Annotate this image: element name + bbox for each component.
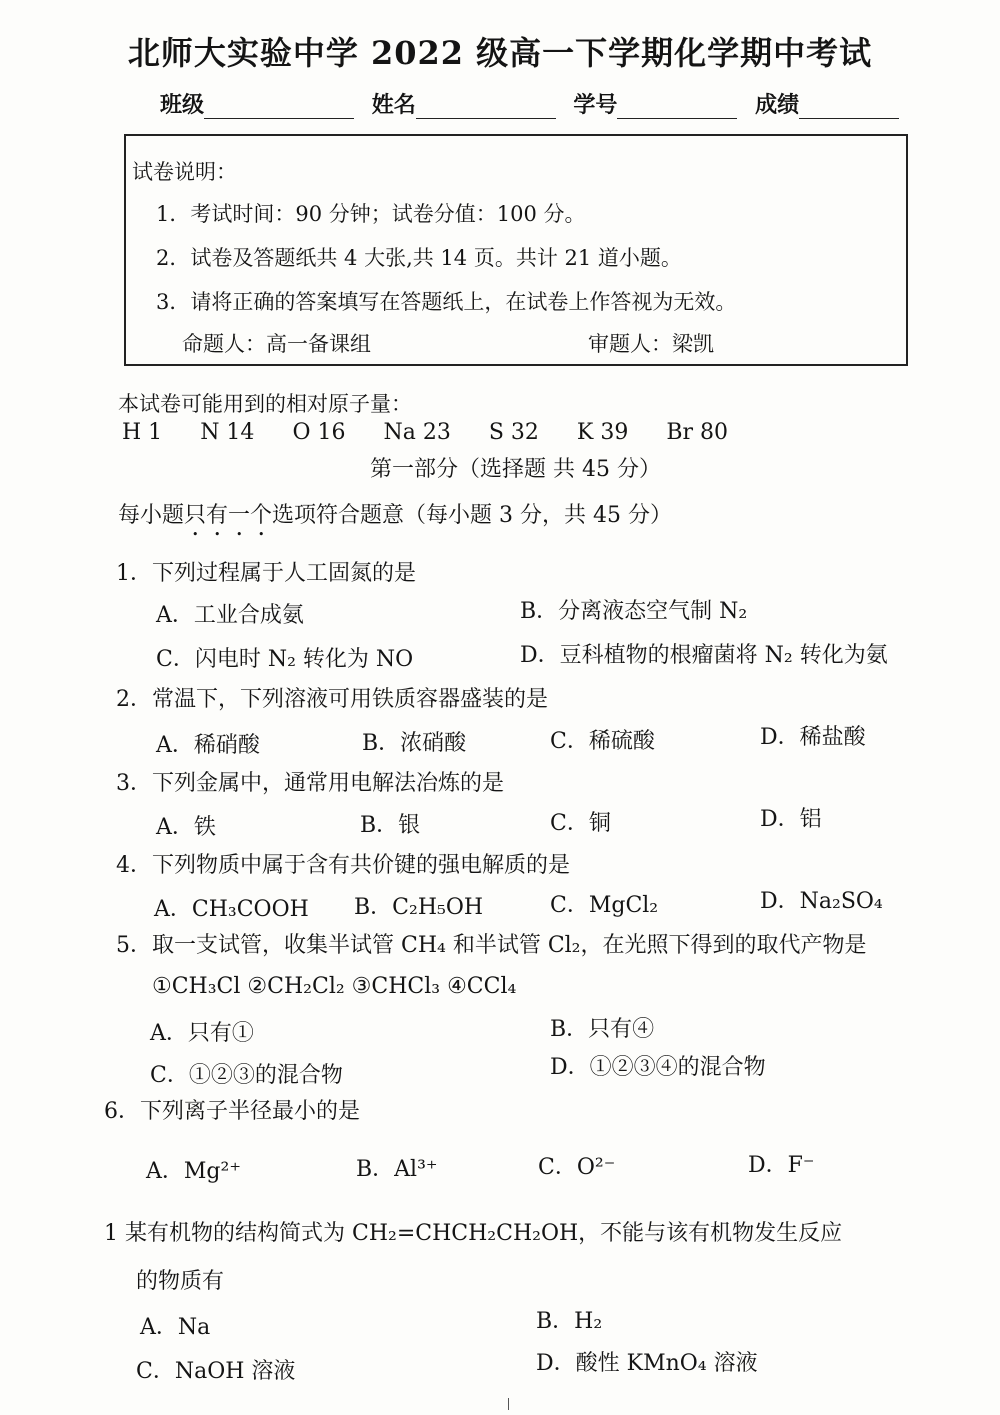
question-stem: 3．下列金属中，通常用电解法冶炼的是 bbox=[116, 771, 504, 796]
atomic-mass-label: 本试卷可能用到的相对原子量： bbox=[118, 392, 412, 416]
option-c[interactable]: C．O²⁻ bbox=[538, 1155, 616, 1180]
option-c[interactable]: C．MgCl₂ bbox=[550, 893, 659, 918]
score-label: 成绩 bbox=[755, 92, 800, 118]
atomic-mass-item: N 14 bbox=[200, 420, 255, 445]
option-d[interactable]: D．稀盐酸 bbox=[760, 725, 866, 750]
question-stem: 2．常温下，下列溶液可用铁质容器盛装的是 bbox=[116, 687, 548, 712]
atomic-mass-item: Na 23 bbox=[383, 420, 451, 445]
option-c[interactable]: C．铜 bbox=[550, 811, 611, 836]
option-d[interactable]: D．铝 bbox=[760, 807, 822, 832]
question-stem: 1 某有机物的结构简式为 CH₂=CHCH₂CH₂OH，不能与该有机物发生反应 bbox=[104, 1221, 843, 1246]
page-title: 北师大实验中学 2022 级高一下学期化学期中考试 bbox=[127, 34, 873, 72]
instructions-heading: 试卷说明： bbox=[132, 160, 237, 184]
score-blank[interactable] bbox=[799, 94, 899, 119]
instruction-item: 3．请将正确的答案填写在答题纸上，在试卷上作答视为无效。 bbox=[156, 290, 737, 314]
student-id-blank[interactable] bbox=[617, 94, 737, 119]
option-b[interactable]: B．浓硝酸 bbox=[362, 731, 467, 756]
option-a[interactable]: A．CH₃COOH bbox=[154, 897, 309, 922]
option-d[interactable]: D．Na₂SO₄ bbox=[760, 889, 883, 914]
student-id-label: 学号 bbox=[573, 92, 618, 118]
question-sub-list: ①CH₃Cl ②CH₂Cl₂ ③CHCl₃ ④CCl₄ bbox=[152, 974, 517, 999]
atomic-mass-item: S 32 bbox=[488, 420, 539, 445]
name-blank[interactable] bbox=[416, 94, 556, 119]
option-a[interactable]: A．铁 bbox=[156, 815, 216, 840]
instruction-text: 选项符合题意（每小题 3 分，共 45 分） bbox=[272, 503, 672, 528]
option-b[interactable]: B．分离液态空气制 N₂ bbox=[520, 599, 748, 624]
part1-title: 第一部分（选择题 共 45 分） bbox=[370, 457, 661, 482]
option-d[interactable]: D．①②③④的混合物 bbox=[550, 1055, 766, 1080]
instruction-emphasis: 只有一个 bbox=[184, 503, 273, 528]
question-stem: 1．下列过程属于人工固氮的是 bbox=[116, 561, 416, 586]
question-stem: 4．下列物质中属于含有共价键的强电解质的是 bbox=[116, 853, 570, 878]
question-stem-continued: 的物质有 bbox=[136, 1269, 225, 1294]
option-b[interactable]: B．只有④ bbox=[550, 1017, 655, 1042]
part1-instruction bbox=[118, 498, 672, 541]
option-c[interactable]: C．①②③的混合物 bbox=[150, 1063, 343, 1088]
atomic-mass-item: O 16 bbox=[292, 420, 346, 445]
option-c[interactable]: C．闪电时 N₂ 转化为 NO bbox=[156, 647, 414, 672]
name-label: 姓名 bbox=[371, 92, 416, 118]
atomic-mass-list bbox=[122, 420, 766, 445]
option-d[interactable]: D．酸性 KMnO₄ 溶液 bbox=[536, 1351, 758, 1376]
student-info-row bbox=[160, 88, 909, 119]
instruction-item: 1．考试时间：90 分钟；试卷分值：100 分。 bbox=[156, 202, 586, 226]
option-d[interactable]: D．F⁻ bbox=[748, 1153, 815, 1178]
option-a[interactable]: A．只有① bbox=[150, 1021, 254, 1046]
instruction-text: 每小题 bbox=[118, 503, 185, 528]
page-bottom-mark bbox=[508, 1398, 509, 1410]
reviewer-line: 审题人：梁凯 bbox=[588, 332, 714, 356]
option-d[interactable]: D．豆科植物的根瘤菌将 N₂ 转化为氨 bbox=[520, 643, 888, 668]
option-c[interactable]: C．NaOH 溶液 bbox=[136, 1359, 296, 1384]
option-b[interactable]: B．Al³⁺ bbox=[356, 1157, 438, 1182]
class-label: 班级 bbox=[160, 92, 205, 118]
question-stem: 5．取一支试管，收集半试管 CH₄ 和半试管 Cl₂，在光照下得到的取代产物是 bbox=[116, 933, 867, 958]
option-a[interactable]: A．Na bbox=[140, 1315, 211, 1340]
exam-instructions-box bbox=[124, 134, 908, 366]
atomic-mass-item: Br 80 bbox=[666, 420, 728, 445]
instruction-item: 2．试卷及答题纸共 4 大张,共 14 页。共计 21 道小题。 bbox=[156, 246, 682, 270]
option-a[interactable]: A．Mg²⁺ bbox=[146, 1159, 241, 1184]
option-a[interactable]: A．工业合成氨 bbox=[156, 603, 304, 628]
option-b[interactable]: B．H₂ bbox=[536, 1309, 603, 1334]
author-line: 命题人：高一备课组 bbox=[182, 332, 371, 356]
atomic-mass-item: K 39 bbox=[576, 420, 629, 445]
atomic-mass-item: H 1 bbox=[122, 420, 163, 445]
option-a[interactable]: A．稀硝酸 bbox=[156, 733, 260, 758]
option-b[interactable]: B．C₂H₅OH bbox=[354, 895, 484, 920]
option-c[interactable]: C．稀硫酸 bbox=[550, 729, 655, 754]
option-b[interactable]: B．银 bbox=[360, 813, 421, 838]
class-blank[interactable] bbox=[204, 94, 354, 119]
question-stem: 6．下列离子半径最小的是 bbox=[104, 1099, 360, 1124]
